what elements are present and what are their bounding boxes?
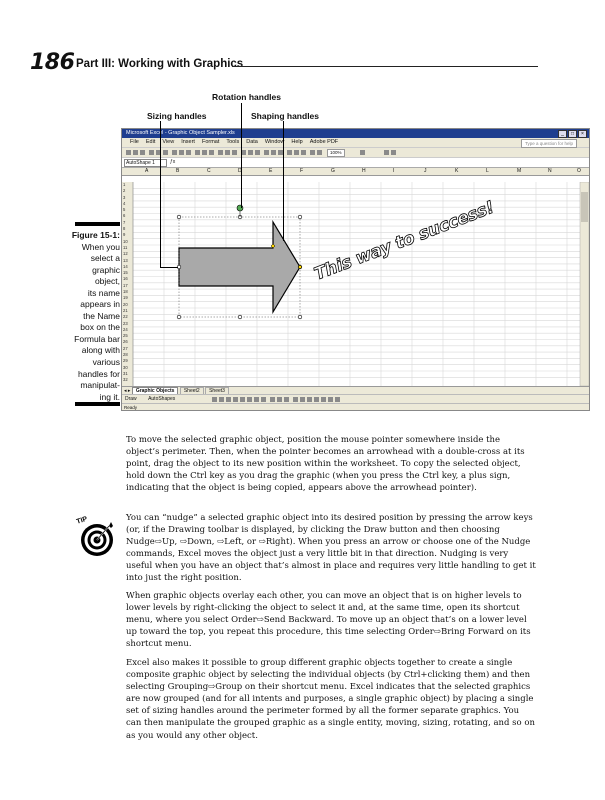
header-rule xyxy=(232,66,538,67)
row-header[interactable]: 2 xyxy=(123,188,126,194)
figure-label: Figure 15-1: xyxy=(71,230,120,240)
menu-adobe-pdf[interactable]: Adobe PDF xyxy=(309,139,339,145)
callout-sizing-handles: Sizing handles xyxy=(147,111,207,121)
paragraph-overlay-order: When graphic objects overlay each other, you can move an object that is on higher levels to lower levels by right-clicking the object to select it and, at the same time, open its shortcut menu, where you select Order⇨Send Backward. To move up an object that’s on a lower level up toward the top, you repeat this procedure, this time selecting Order⇨Bring Forward on its shortcut menu. xyxy=(126,591,531,650)
caption-line: handles for xyxy=(77,368,120,379)
row-header[interactable]: 4 xyxy=(123,200,126,206)
callout-rotation-handles: Rotation handles xyxy=(212,92,281,102)
paragraph-nudge-tip: You can “nudge” a selected graphic object into its desired position by pressing the arrow keys (or, if the Drawing toolbar is displayed, by clicking the Draw button and then choosing Nudge⇨Up, ⇨Down, ⇨Left, or ⇨Right). When you press an arrow or choose one of the Nudge commands, Excel moves the object just a very little bit in that direction. Nudging is very useful when you have an object that’s almost in place and requires very little handling to get it into just the right position. xyxy=(126,513,536,584)
window-title: Microsoft Excel - Graphic Object Sampler.xls xyxy=(126,130,235,136)
shaping-leader-line xyxy=(283,121,284,241)
sizing-leader-line xyxy=(160,121,161,267)
figure-caption-top-bar xyxy=(75,222,120,226)
help-search-input[interactable]: Type a question for help xyxy=(521,139,577,148)
col-header[interactable]: B xyxy=(176,168,180,174)
formula-bar xyxy=(122,158,589,168)
row-header[interactable]: 17 xyxy=(123,282,128,288)
row-header[interactable]: 24 xyxy=(123,326,128,332)
caption-line: Formula bar xyxy=(74,333,120,344)
row-header[interactable]: 20 xyxy=(123,301,128,307)
tip-icon xyxy=(73,512,117,560)
rotation-leader-line xyxy=(241,103,242,208)
menu-tools[interactable]: Tools xyxy=(226,139,240,145)
fx-icon: ƒx xyxy=(170,159,176,165)
row-header[interactable]: 16 xyxy=(123,276,128,282)
draw-menu-button[interactable]: Draw xyxy=(125,396,137,402)
menu-help[interactable]: Help xyxy=(291,139,303,145)
caption-line: along with xyxy=(81,345,120,356)
col-header[interactable]: D xyxy=(238,168,242,174)
row-header[interactable]: 32 xyxy=(123,377,128,383)
row-header[interactable]: 21 xyxy=(123,307,128,313)
row-header[interactable]: 6 xyxy=(123,213,126,219)
wordart-text[interactable] xyxy=(312,198,497,285)
arrow-shape[interactable] xyxy=(179,222,300,312)
window-titlebar xyxy=(122,129,589,138)
row-header[interactable]: 30 xyxy=(123,364,128,370)
svg-text:TIP: TIP xyxy=(75,515,89,526)
paragraph-move-object: To move the selected graphic object, position the mouse pointer somewhere inside the object’s perimeter. Then, when the pointer becomes an arrowhead with a double-cross at its point, drag the object to its new position within the worksheet. To copy the selected object, hold down the Ctrl key as you drag the graphic (when you press the Ctrl key, a plus sign, indicating that the object is being copied, appears above the arrowhead pointer). xyxy=(126,435,525,494)
page-number: 186 xyxy=(30,50,75,75)
caption-line: various xyxy=(92,357,120,368)
svg-text:This way to success!: This way to success! xyxy=(311,197,497,285)
row-header[interactable]: 11 xyxy=(123,244,128,250)
col-header[interactable]: M xyxy=(517,168,522,174)
menu-bar xyxy=(122,138,589,148)
menu-file[interactable]: File xyxy=(130,139,139,145)
minimize-button[interactable]: _ xyxy=(558,130,567,138)
col-header[interactable]: L xyxy=(486,168,489,174)
row-header[interactable]: 13 xyxy=(123,257,128,263)
menu-insert[interactable]: Insert xyxy=(181,139,195,145)
caption-line: manipulat- xyxy=(80,380,120,391)
name-box[interactable]: AutoShape 1 xyxy=(124,159,167,167)
rotation-handle[interactable] xyxy=(237,205,243,211)
zoom-select[interactable]: 100% xyxy=(327,149,345,157)
tab-sheet3[interactable]: Sheet3 xyxy=(205,387,229,395)
excel-screenshot xyxy=(121,128,590,411)
part-title: Part III: Working with Graphics xyxy=(76,58,244,70)
row-header[interactable]: 31 xyxy=(123,370,128,376)
caption-line: appears in xyxy=(80,299,120,310)
col-header[interactable]: J xyxy=(424,168,427,174)
col-header[interactable]: G xyxy=(331,168,335,174)
row-header[interactable]: 10 xyxy=(123,238,128,244)
row-header[interactable]: 29 xyxy=(123,358,128,364)
paragraph-grouping: Excel also makes it possible to group different graphic objects together to create a single composite graphic object by selecting the individual objects (by Ctrl+clicking them) and then selecting Grouping⇨Group on their shortcut menu. Excel indicates that the selected graphics are now grouped (and for all intents and purposes, a single graphic object) by placing a single set of sizing handles around the perimeter formed by all the former separate graphics. You can then manipulate the grouped graphic as a single entity, moving, sizing, rotating, and so on as you would any other object. xyxy=(126,658,535,741)
row-header[interactable]: 18 xyxy=(123,289,128,295)
caption-line: object, xyxy=(94,276,120,287)
row-header[interactable]: 28 xyxy=(123,352,128,358)
row-header[interactable]: 1 xyxy=(123,182,126,187)
callout-shaping-handles: Shaping handles xyxy=(251,111,320,121)
menu-data[interactable]: Data xyxy=(246,139,258,145)
col-header[interactable]: A xyxy=(145,168,149,174)
row-header[interactable]: 19 xyxy=(123,295,128,301)
col-header[interactable]: E xyxy=(269,168,273,174)
col-header[interactable]: F xyxy=(300,168,304,174)
caption-line: select a xyxy=(90,253,120,264)
sheet-nav-icon[interactable]: ◂ ▸ xyxy=(124,388,132,394)
menu-window[interactable]: Window xyxy=(264,139,285,145)
col-header[interactable]: I xyxy=(393,168,395,174)
close-button[interactable]: × xyxy=(578,130,587,138)
row-header[interactable]: 26 xyxy=(123,339,128,345)
sizing-leader-line-horizontal xyxy=(160,267,178,268)
caption-line: box on the xyxy=(80,322,120,333)
worksheet-grid[interactable] xyxy=(122,182,589,386)
row-header[interactable]: 27 xyxy=(123,345,128,351)
row-header[interactable]: 22 xyxy=(123,314,128,320)
maximize-button[interactable]: □ xyxy=(568,130,577,138)
row-header[interactable]: 14 xyxy=(123,263,128,269)
col-header[interactable]: O xyxy=(577,168,581,174)
caption-line: graphic xyxy=(92,264,120,275)
row-header[interactable]: 15 xyxy=(123,270,128,276)
row-header[interactable]: 7 xyxy=(123,219,126,225)
figure-caption xyxy=(46,230,120,403)
caption-line: its name xyxy=(87,287,120,298)
column-header xyxy=(122,168,589,176)
status-text: Ready xyxy=(124,405,138,410)
row-header[interactable]: 23 xyxy=(123,320,128,326)
row-header[interactable]: 8 xyxy=(123,226,126,232)
caption-line: When you xyxy=(81,241,120,252)
tab-sheet2[interactable]: Sheet2 xyxy=(180,387,204,395)
menu-format[interactable]: Format xyxy=(201,139,220,145)
row-header[interactable]: 25 xyxy=(123,333,128,339)
caption-line: the Name xyxy=(83,310,120,321)
menu-view[interactable]: View xyxy=(162,139,175,145)
status-bar xyxy=(122,403,590,411)
row-header[interactable]: 9 xyxy=(123,232,126,238)
col-header[interactable]: N xyxy=(548,168,552,174)
row-header[interactable]: 5 xyxy=(123,207,126,213)
menu-edit[interactable]: Edit xyxy=(145,139,156,145)
tab-graphic-objects[interactable]: Graphic Objects xyxy=(132,387,179,395)
autoshapes-menu-button[interactable]: AutoShapes xyxy=(148,396,176,402)
col-header[interactable]: H xyxy=(362,168,366,174)
col-header[interactable]: C xyxy=(207,168,211,174)
row-header[interactable]: 12 xyxy=(123,251,128,257)
caption-line: ing it. xyxy=(99,391,120,402)
row-header[interactable]: 3 xyxy=(123,194,126,200)
standard-toolbar xyxy=(122,148,589,158)
row-headers xyxy=(122,182,134,384)
col-header[interactable]: K xyxy=(455,168,459,174)
figure-caption-bottom-bar xyxy=(75,402,120,406)
